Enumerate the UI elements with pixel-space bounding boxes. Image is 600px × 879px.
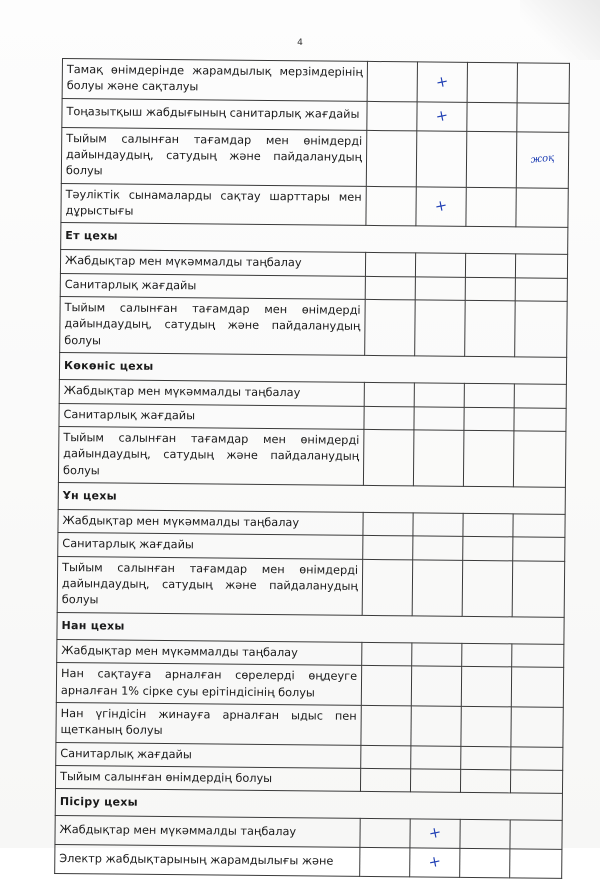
- checklist-row: [62, 59, 569, 104]
- mark-cell: [513, 431, 566, 488]
- mark-cell: [462, 560, 513, 617]
- handwritten-mark: [472, 78, 512, 86]
- handwritten-mark: [516, 778, 558, 787]
- handwritten-mark: [370, 261, 410, 269]
- mark-cell: [360, 847, 410, 876]
- mark-cell: [366, 186, 416, 226]
- mark-cell: [417, 102, 467, 131]
- mark-cell: [416, 130, 467, 187]
- handwritten-mark: [420, 324, 460, 332]
- handwritten-mark: [365, 858, 405, 866]
- mark-cell: [513, 514, 565, 538]
- handwritten-mark: [420, 284, 460, 292]
- mark-cell: [460, 769, 510, 793]
- handwritten-mark: [372, 112, 412, 120]
- handwritten-mark: [471, 203, 511, 211]
- mark-cell: [415, 300, 466, 357]
- mark-cell: [514, 407, 566, 431]
- handwritten-mark: [367, 583, 407, 591]
- handwritten-mark: [417, 584, 457, 592]
- checklist-item-text: Тоңазытқыш жабдығының санитарлық жағдайы: [62, 98, 367, 130]
- mark-cell: [414, 406, 464, 430]
- mark-cell: [366, 130, 417, 187]
- mark-cell: [365, 299, 416, 356]
- mark-cell: [467, 62, 517, 102]
- handwritten-mark: [520, 285, 562, 294]
- handwritten-mark: жоқ: [530, 152, 555, 166]
- handwritten-mark: [519, 415, 561, 424]
- checklist-item-text: Тәуліктік сынамаларды сақтау шарттары мен дұрыстығы: [61, 183, 366, 226]
- handwritten-mark: [465, 859, 505, 867]
- checklist-row: [61, 183, 568, 228]
- checklist-row: [58, 426, 566, 487]
- handwritten-mark: [416, 722, 456, 730]
- handwritten-mark: [370, 324, 410, 332]
- mark-cell: [514, 384, 566, 408]
- mark-cell: [465, 254, 515, 278]
- mark-cell: [510, 849, 562, 878]
- section-title: Көкөніс цехы: [59, 353, 566, 385]
- checklist-item-text: Санитарлық жағдайы: [56, 742, 361, 768]
- checklist-item-text: Санитарлық жағдайы: [58, 533, 363, 559]
- checklist-item-text: Тыйым салынған өнімдердің болуы: [55, 765, 360, 791]
- handwritten-mark: [421, 155, 461, 163]
- mark-cell: [460, 848, 510, 877]
- handwritten-mark: [420, 261, 460, 269]
- handwritten-mark: [522, 113, 564, 122]
- mark-cell: [414, 383, 464, 407]
- handwritten-mark: [369, 390, 409, 398]
- handwritten-mark: [466, 754, 506, 762]
- mark-cell: [463, 513, 513, 537]
- handwritten-mark: [515, 859, 557, 868]
- mark-cell: [361, 666, 411, 706]
- mark-cell: [460, 820, 510, 849]
- handwritten-mark: [365, 829, 405, 837]
- checklist-row: [57, 556, 565, 617]
- mark-cell: [363, 536, 413, 560]
- handwritten-mark: [516, 683, 558, 692]
- handwritten-mark: [371, 154, 411, 162]
- handwritten-mark: [416, 682, 456, 690]
- page-number: 4: [297, 38, 303, 48]
- mark-cell: [516, 187, 568, 227]
- handwritten-mark: [366, 753, 406, 761]
- checklist-item-text: Тыйым салынған тағамдар мен өнімдерді дайындаудың, сатудың және пайдаланудың болуы: [58, 426, 364, 485]
- handwritten-mark: [520, 262, 562, 271]
- section-title: Ет цехы: [61, 223, 568, 255]
- handwritten-mark: [470, 285, 510, 293]
- handwritten-mark: [516, 723, 558, 732]
- mark-cell: [515, 301, 568, 358]
- mark-cell: [516, 131, 569, 188]
- mark-cell: [515, 278, 567, 302]
- handwritten-mark: [467, 584, 507, 592]
- checklist-item-text: Санитарлық жағдайы: [60, 273, 365, 299]
- handwritten-mark: [521, 203, 563, 212]
- mark-cell: [466, 131, 517, 188]
- handwritten-mark: [518, 521, 560, 530]
- mark-cell: [463, 430, 514, 487]
- mark-cell: [461, 746, 511, 770]
- page-corner-curl: [520, 0, 600, 60]
- checklist-row: [60, 297, 568, 358]
- checklist-item-text: Тыйым салынған тағамдар мен өнімдерді дайындаудың, сатудың және пайдаланудың болуы: [61, 127, 367, 186]
- mark-cell: [517, 103, 569, 132]
- handwritten-mark: [366, 682, 406, 690]
- mark-cell: [416, 187, 466, 227]
- mark-cell: [512, 644, 564, 668]
- mark-cell: [365, 253, 415, 277]
- checklist-item-text: Тыйым салынған тағамдар мен өнімдерді дайындаудың, сатудың және пайдаланудың болуы: [60, 297, 366, 356]
- handwritten-mark: [419, 454, 459, 462]
- handwritten-mark: [470, 262, 510, 270]
- inspection-checklist-table: [54, 58, 570, 879]
- mark-cell: [510, 820, 562, 849]
- mark-cell: [410, 819, 460, 848]
- handwritten-mark: [469, 454, 509, 462]
- handwritten-mark: [370, 284, 410, 292]
- mark-cell: [511, 746, 563, 770]
- handwritten-mark: [419, 414, 459, 422]
- handwritten-mark: [465, 777, 505, 785]
- mark-cell: [363, 429, 414, 486]
- handwritten-mark: +: [433, 105, 450, 126]
- handwritten-mark: +: [426, 822, 443, 844]
- mark-cell: [510, 770, 562, 794]
- mark-cell: [461, 666, 511, 706]
- handwritten-mark: [467, 651, 507, 659]
- handwritten-mark: [472, 113, 512, 121]
- mark-cell: [410, 848, 460, 877]
- checklist-row: [56, 663, 563, 708]
- mark-cell: [413, 536, 463, 560]
- mark-cell: [415, 253, 465, 277]
- mark-cell: [411, 706, 461, 746]
- mark-cell: [415, 277, 465, 301]
- handwritten-mark: [366, 721, 406, 729]
- handwritten-mark: [371, 202, 411, 210]
- section-title: Нан цехы: [57, 612, 564, 644]
- handwritten-mark: [369, 454, 409, 462]
- handwritten-mark: [418, 521, 458, 529]
- mark-cell: [413, 513, 463, 537]
- handwritten-mark: [419, 391, 459, 399]
- mark-cell: [364, 406, 414, 430]
- mark-cell: [411, 666, 461, 706]
- mark-cell: [410, 769, 460, 793]
- checklist-item-text: Электр жабдықтарының жарамдылығы және: [55, 845, 360, 877]
- mark-cell: [461, 706, 511, 746]
- handwritten-mark: [466, 683, 506, 691]
- mark-cell: [411, 746, 461, 770]
- checklist-item-text: Тамақ өнімдерінде жарамдылық мерзімдерінің болуы және сақталуы: [62, 59, 367, 102]
- mark-cell: [361, 745, 411, 769]
- mark-cell: [465, 300, 516, 357]
- mark-cell: [360, 819, 410, 848]
- checklist-item-text: Тыйым салынған тағамдар мен өнімдерді дайындаудың, сатудың және пайдаланудың болуы: [57, 556, 363, 615]
- mark-cell: [465, 277, 515, 301]
- handwritten-mark: [518, 545, 560, 554]
- checklist-item-text: Жабдықтар мен мүкәммалды таңбалау: [55, 816, 360, 848]
- handwritten-mark: [466, 722, 506, 730]
- handwritten-mark: [516, 754, 558, 763]
- mark-cell: [362, 559, 413, 616]
- mark-cell: [463, 537, 513, 561]
- mark-cell: [360, 768, 410, 792]
- checklist-item-text: Нан сақтауға арналған сөрелерді өңдеуге арналған 1% сірке суы ерітіндісінің болуы: [56, 663, 361, 706]
- checklist-item-text: Нан үгіндісін жинауға арналған ыдыс пен щетканың болуы: [56, 702, 361, 745]
- mark-cell: [364, 383, 414, 407]
- handwritten-mark: [369, 414, 409, 422]
- mark-cell: [512, 561, 565, 618]
- handwritten-mark: [515, 831, 557, 840]
- mark-cell: [362, 642, 412, 666]
- handwritten-mark: [415, 777, 455, 785]
- mark-cell: [515, 254, 567, 278]
- handwritten-mark: [368, 520, 408, 528]
- checklist-item-text: Жабдықтар мен мүкәммалды таңбалау: [57, 639, 362, 665]
- section-title: Пісіру цехы: [55, 789, 562, 821]
- mark-cell: [513, 537, 565, 561]
- mark-cell: [413, 430, 464, 487]
- checklist-row: [55, 845, 562, 879]
- handwritten-mark: [365, 776, 405, 784]
- checklist-row: [61, 127, 569, 188]
- mark-cell: [466, 187, 516, 227]
- mark-cell: [363, 512, 413, 536]
- handwritten-mark: [469, 391, 509, 399]
- handwritten-mark: +: [426, 851, 443, 872]
- handwritten-mark: [416, 753, 456, 761]
- handwritten-mark: [368, 544, 408, 552]
- mark-cell: [412, 643, 462, 667]
- mark-cell: [361, 705, 411, 745]
- checklist-item-text: Санитарлық жағдайы: [59, 403, 364, 429]
- handwritten-mark: [418, 544, 458, 552]
- handwritten-mark: [468, 521, 508, 529]
- mark-cell: [511, 667, 563, 707]
- handwritten-mark: [519, 455, 561, 464]
- checklist-row: [56, 702, 563, 747]
- checklist-item-text: Жабдықтар мен мүкәммалды таңбалау: [59, 380, 364, 406]
- mark-cell: [412, 560, 463, 617]
- checklist-item-text: Жабдықтар мен мүкәммалды таңбалау: [60, 250, 365, 276]
- mark-cell: [462, 643, 512, 667]
- mark-cell: [464, 384, 514, 408]
- handwritten-mark: [522, 79, 564, 88]
- handwritten-mark: [417, 650, 457, 658]
- handwritten-mark: [469, 415, 509, 423]
- checklist-item-text: Жабдықтар мен мүкәммалды таңбалау: [58, 509, 363, 535]
- mark-cell: [417, 62, 467, 102]
- section-title: Ұн цехы: [58, 482, 565, 514]
- handwritten-mark: [471, 155, 511, 163]
- handwritten-mark: +: [432, 195, 449, 216]
- handwritten-mark: [367, 650, 407, 658]
- mark-cell: [467, 102, 517, 131]
- mark-cell: [517, 63, 569, 103]
- mark-cell: [367, 101, 417, 130]
- handwritten-mark: [519, 392, 561, 401]
- checklist-body: [55, 59, 570, 879]
- mark-cell: [365, 276, 415, 300]
- handwritten-mark: [517, 585, 559, 594]
- handwritten-mark: [468, 545, 508, 553]
- mark-cell: [511, 707, 563, 747]
- handwritten-mark: +: [434, 71, 451, 92]
- handwritten-mark: [372, 77, 412, 85]
- handwritten-mark: [520, 325, 562, 334]
- mark-cell: [367, 61, 417, 101]
- handwritten-mark: [517, 651, 559, 660]
- mark-cell: [464, 407, 514, 431]
- handwritten-mark: [470, 325, 510, 333]
- handwritten-mark: [465, 830, 505, 838]
